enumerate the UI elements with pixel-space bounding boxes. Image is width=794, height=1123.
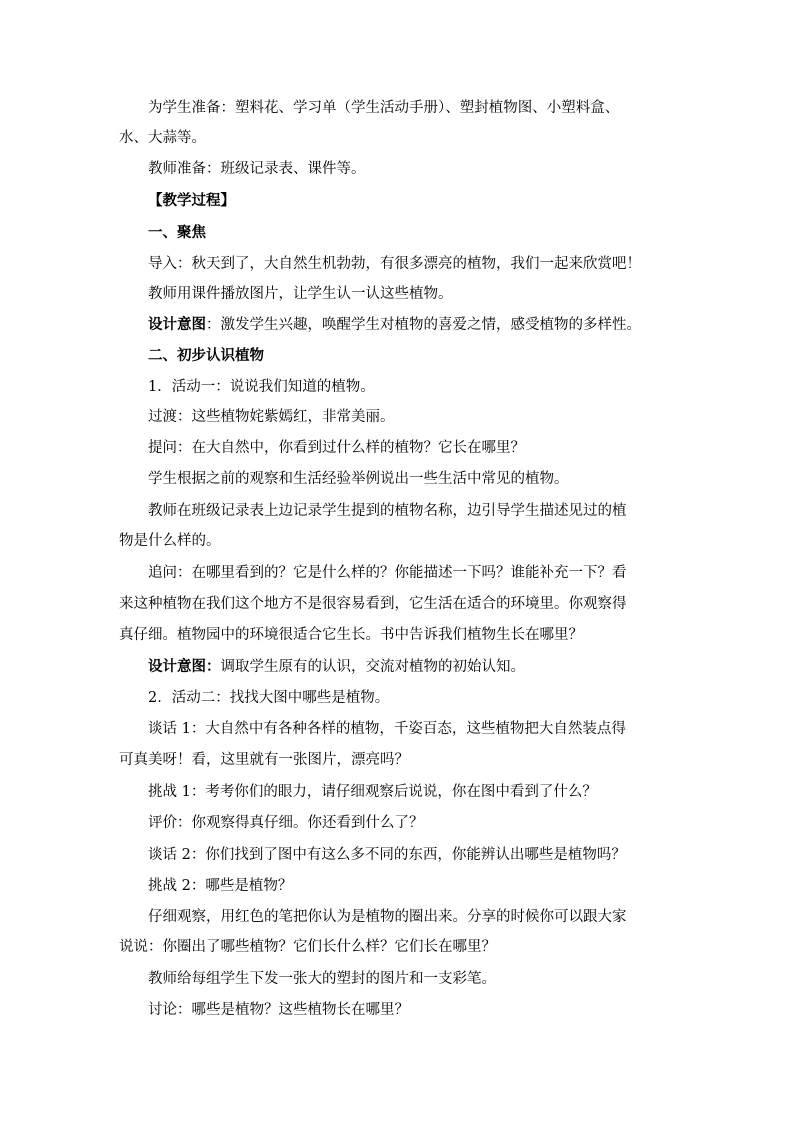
- text-line: [148, 719, 679, 739]
- text-line: [148, 159, 679, 179]
- line-text: 追问：在哪里看到的？它是什么样的？你能描述一下吗？谁能补充一下？看: [148, 565, 627, 581]
- text-line: [119, 750, 679, 770]
- text-line: [148, 657, 679, 677]
- line-text: 教师准备：班级记录表、课件等。: [148, 161, 366, 177]
- text-line: [119, 594, 679, 614]
- bold-text: 设计意图：: [148, 658, 221, 675]
- line-text: 2．活动二：找找大图中哪些是植物。: [148, 690, 390, 706]
- line-text: 教师用课件播放图片，让学生认一认这些植物。: [148, 286, 453, 302]
- text-line: [119, 128, 679, 148]
- line-text: 1．活动一：说说我们知道的植物。: [148, 379, 375, 395]
- text-line: [148, 876, 679, 896]
- text-line: [119, 625, 679, 645]
- bold-text: 设计意图: [148, 316, 206, 333]
- line-text: 仔细观察，用红色的笔把你认为是植物的圈出来。分享的时候你可以跟大家: [148, 909, 627, 925]
- bold-text: 一、聚焦: [148, 224, 206, 241]
- line-text: 导入：秋天到了，大自然生机勃勃，有很多漂亮的植物，我们一起来欣赏吧！: [148, 256, 641, 272]
- line-text: 评价：你观察得真仔细。你还看到什么了？: [148, 815, 424, 831]
- line-text: 物是什么样的。: [119, 533, 221, 549]
- line-text: ：激发学生兴趣，唤醒学生对植物的喜爱之情，感受植物的多样性。: [206, 317, 641, 333]
- line-text: 教师在班级记录表上边记录学生提到的植物名称，边引导学生描述见过的植: [148, 503, 627, 519]
- text-line: [119, 531, 679, 551]
- line-text: 讨论：哪些是植物？这些植物长在哪里？: [148, 1002, 409, 1018]
- text-line: [148, 438, 679, 458]
- line-text: 水、大蒜等。: [119, 130, 206, 146]
- line-text: 谈话 1：大自然中有各种各样的植物，千姿百态，这些植物把大自然装点得: [148, 721, 626, 737]
- line-text: 为学生准备：塑料花、学习单（学生活动手册）、塑封植物图、小塑料盒、: [148, 100, 620, 116]
- line-text: 调取学生原有的认识，交流对植物的初始认知。: [220, 659, 525, 675]
- text-line: [148, 907, 679, 927]
- bold-text: 二、初步认识植物: [148, 347, 264, 364]
- text-line: [148, 346, 679, 366]
- line-text: 来这种植物在我们这个地方不是很容易看到，它生活在适合的环境里。你观察得: [119, 596, 627, 612]
- text-line: [148, 501, 679, 521]
- text-line: [148, 782, 679, 802]
- text-line: [148, 223, 679, 243]
- line-text: 过渡：这些植物姹紫嫣红，非常美丽。: [148, 409, 395, 425]
- text-line: [148, 813, 679, 833]
- text-line: [148, 1000, 679, 1020]
- text-line: [119, 937, 679, 957]
- text-line: [148, 191, 679, 211]
- text-line: [148, 98, 679, 118]
- text-line: [148, 469, 679, 489]
- line-text: 提问：在大自然中，你看到过什么样的植物？它长在哪里？: [148, 440, 525, 456]
- line-text: 谈话 2：你们找到了图中有这么多不同的东西，你能辨认出哪些是植物吗？: [148, 847, 626, 863]
- text-line: [148, 688, 679, 708]
- line-text: 说说：你圈出了哪些植物？它们长什么样？它们长在哪里？: [119, 939, 496, 955]
- text-line: [148, 407, 679, 427]
- text-line: [148, 969, 679, 989]
- text-line: [148, 563, 679, 583]
- line-text: 真仔细。植物园中的环境很适合它生长。书中告诉我们植物生长在哪里？: [119, 627, 583, 643]
- text-line: [148, 284, 679, 304]
- line-text: 教师给每组学生下发一张大的塑封的图片和一支彩笔。: [148, 971, 496, 987]
- line-text: 学生根据之前的观察和生活经验举例说出一些生活中常见的植物。: [148, 471, 569, 487]
- text-line: [148, 845, 679, 865]
- bold-text: 【教学过程】: [148, 192, 235, 209]
- line-text: 挑战 2：哪些是植物？: [148, 878, 293, 894]
- line-text: 可真美呀！看，这里就有一张图片，漂亮吗？: [119, 752, 409, 768]
- text-line: [148, 377, 679, 397]
- text-line: [148, 315, 679, 335]
- text-line: [148, 254, 679, 274]
- line-text: 挑战 1：考考你们的眼力，请仔细观察后说说，你在图中看到了什么？: [148, 784, 597, 800]
